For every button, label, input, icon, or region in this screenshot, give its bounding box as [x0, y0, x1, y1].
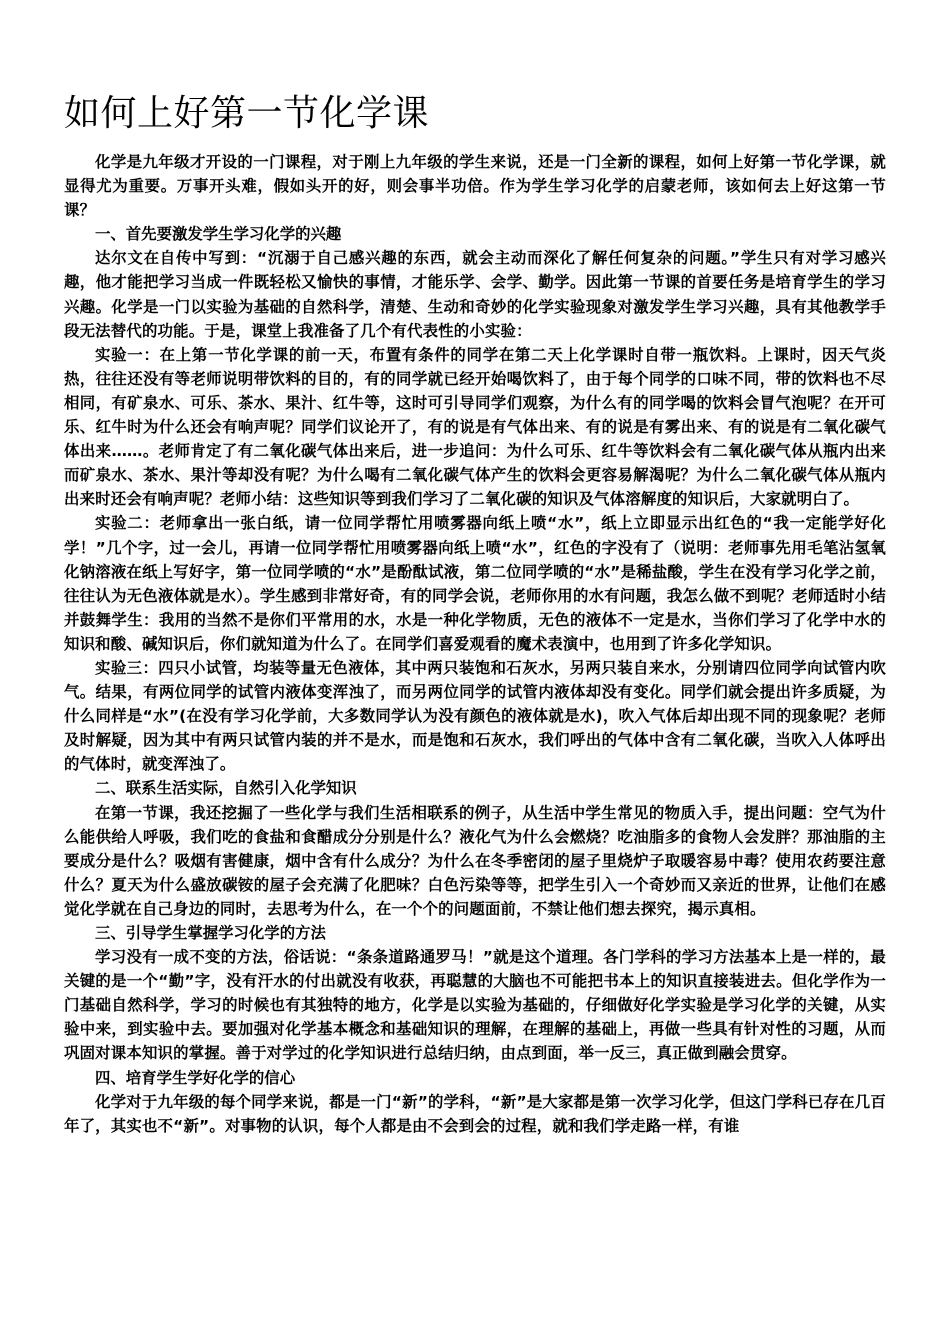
section-2-paragraph-1: 在第一节课，我还挖掘了一些化学与我们生活相联系的例子，从生活中学生常见的物质入手，提出问题：空气为什么能供给人呼吸，我们吃的食盐和食醋成分分别是什么？液化气为什么会燃烧？吃油脂多的食物人会发胖？那油脂的主要成分是什么？吸烟有害健康，烟中含有什么成分？为什么在冬季密闭的屋子里烧炉子取暖容易中毒？使用农药要注意什么？夏天为什么盛放碳铵的屋子会充满了化肥味？白色污染等等，把学生引入一个奇妙而又亲近的世界，让他们在感觉化学就在自己身边的同时，去思考为什么，在一个个的问题面前，不禁让他们想去探究，揭示真相。 — [64, 803, 886, 918]
section-3-paragraph-1: 学习没有一成不变的方法，俗话说：“条条道路通罗马！”就是这个道理。各门学科的学习方法基本上是一样的，最关键的是一个“勤”字，没有汗水的付出就没有收获，再聪慧的大脑也不可能把书本上的知识直接装进去。但化学作为一门基础自然科学，学习的时候也有其独特的地方，化学是以实验为基础的，仔细做好化学实验是学习化学的关键，从实验中来，到实验中去。要加强对化学基本概念和基础知识的理解，在理解的基础上，再做一些具有针对性的习题，从而巩固对课本知识的掌握。善于对学过的化学知识进行总结归纳，由点到面，举一反三，真正做到融会贯穿。 — [64, 948, 886, 1063]
section-1-paragraph-2: 实验一：在上第一节化学课的前一天，布置有条件的同学在第二天上化学课时自带一瓶饮料。上课时，因天气炎热，往往还没有等老师说明带饮料的目的，有的同学就已经开始喝饮料了，由于每个同学的口味不同，带的饮料也不尽相同，有矿泉水、可乐、茶水、果汁、红牛等，这时可引导同学们观察，为什么有的同学喝的饮料会冒气泡呢？在开可乐、红牛时为什么还会有响声呢？同学们议论开了，有的说是有气体出来、有的说是有雾出来、有的说是有二氧化碳气体出来……。老师肯定了有二氧化碳气体出来后，进一步追问：为什么可乐、红牛等饮料会有二氧化碳气体从瓶内出来而矿泉水、茶水、果汁等却没有呢？为什么喝有二氧化碳气体产生的饮料会更容易解渴呢？为什么二氧化碳气体从瓶内出来时还会有响声呢？老师小结：这些知识等到我们学习了二氧化碳的知识及气体溶解度的知识后，大家就明白了。 — [64, 345, 886, 509]
section-heading-1: 一、首先要激发学生学习化学的兴趣 — [95, 225, 342, 244]
section-heading-3: 三、引导学生掌握学习化学的方法 — [95, 924, 326, 942]
section-1-paragraph-4: 实验三：四只小试管，均装等量无色液体，其中两只装饱和石灰水，另两只装自来水，分别请四位同学向试管内吹气。结果，有两位同学的试管内液体变浑浊了，而另两位同学的试管内液体却没有变化。同学们就会提出许多质疑，为什么同样是“水”(在没有学习化学前，大多数同学认为没有颜色的液体就是水)，吹入气体后却出现不同的现象呢？老师及时解疑，因为其中有两只试管内装的并不是水，而是饱和石灰水，我们呼出的气体中含有二氧化碳，当吹入人体呼出的气体时，就变浑浊了。 — [64, 658, 886, 774]
section-heading-4: 四、培育学生学好化学的信心 — [95, 1068, 296, 1087]
section-1-paragraph-1: 达尔文在自传中写到：“沉溺于自己感兴趣的东西，就会主动而深化了解任何复杂的问题。”学生只有对学习感兴趣，他才能把学习当成一件既轻松又愉快的事情，才能乐学、会学、勤学。因此第一节课的首要任务是培育学生的学习兴趣。化学是一门以实验为基础的自然科学，清楚、生动和奇妙的化学实验现象对激发学生学习兴趣，具有其他教学手段无法替代的功能。于是，课堂上我准备了几个有代表性的小实验： — [64, 249, 886, 340]
section-1-paragraph-3: 实验二：老师拿出一张白纸，请一位同学帮忙用喷雾器向纸上喷“水”，纸上立即显示出红色的“我一定能学好化学！”几个字，过一会儿，再请一位同学帮忙用喷雾器向纸上喷“水”，红色的字没有了（说明：老师事先用毛笔沾氢氧化钠溶液在纸上写好字，第一位同学喷的“水”是酚酞试液，第二位同学喷的“水”是稀盐酸，学生在没有学习化学之前，往往认为无色液体就是水）。学生感到非常好奇，有的同学会说，老师你用的水有问题，我怎么做不到呢？老师适时小结并鼓舞学生：我用的当然不是你们平常用的水，水是一种化学物质，无色的液体不一定是水，当你们学习了化学中水的知识和酸、碱知识后，你们就知道为什么了。在同学们喜爱观看的魔术表演中，也用到了许多化学知识。 — [64, 514, 886, 653]
intro-paragraph: 化学是九年级才开设的一门课程，对于刚上九年级的学生来说，还是一门全新的课程，如何上好第一节化学课，就显得尤为重要。万事开头难，假如头开的好，则会事半功倍。作为学生学习化学的启蒙老师，该如何去上好这第一节课？ — [64, 153, 886, 220]
section-heading-2: 二、联系生活实际，自然引入化学知识 — [95, 779, 357, 798]
page-title: 如何上好第一节化学课 — [64, 93, 430, 134]
section-4-paragraph-1: 化学对于九年级的每个同学来说，都是一门“新”的学科，“新”是大家都是第一次学习化学，但这门学科已存在几百年了，其实也不“新”。对事物的认识，每个人都是由不会到会的过程，就和我们学走路一样，有谁 — [64, 1092, 886, 1135]
document-page — [64, 88, 886, 1138]
